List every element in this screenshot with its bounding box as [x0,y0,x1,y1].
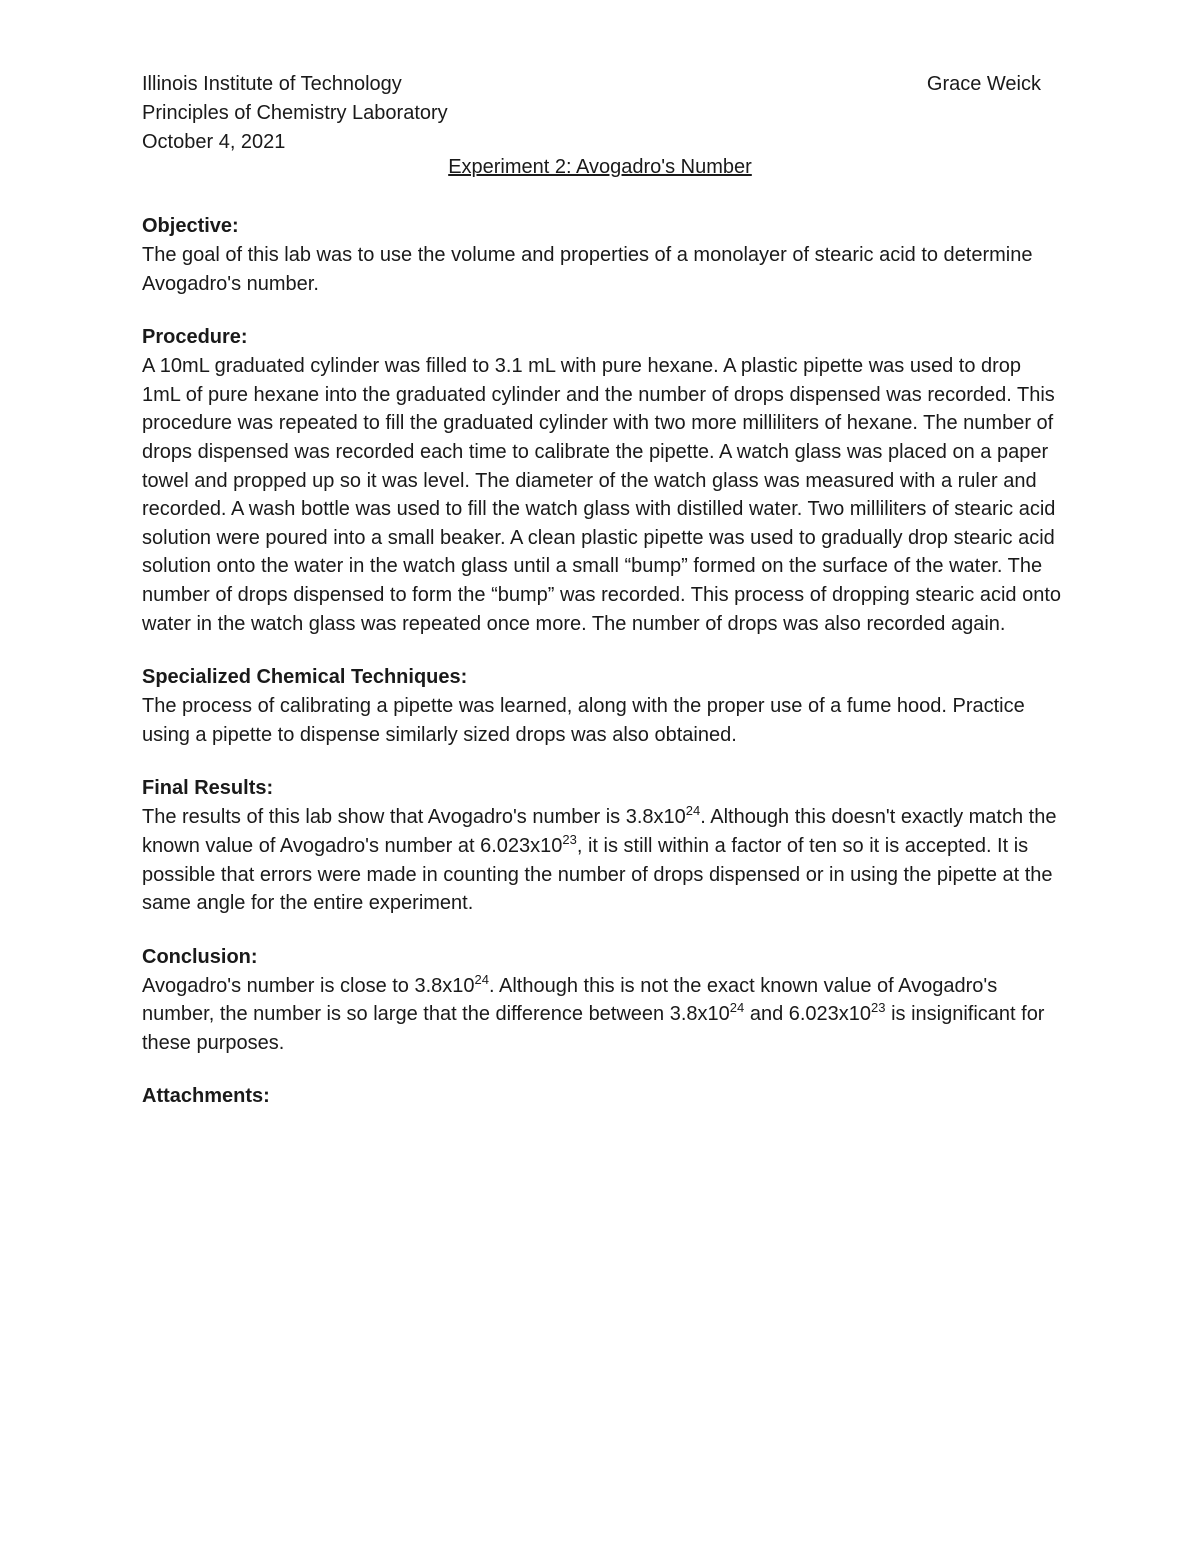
results-text-part: The results of this lab show that Avogadro's number is 3.8x10 [142,806,686,829]
objective-section [142,212,1058,298]
attachments-section [142,1082,1058,1111]
techniques-heading: Specialized Chemical Techniques: [142,666,468,689]
course-name: Principles of Chemistry Laboratory [142,102,448,124]
techniques-text: The process of calibrating a pipette was learned, along with the proper use of a fume hood. Practice using a pipette to dispense similarly sized drops was also obtained. [142,695,1025,746]
conclusion-exponent: 23 [871,1000,886,1016]
results-text-part: , it is still within a factor of ten so it is accepted. It is possible that errors were made in counting the number of drops dispensed or in using the pipette at the same angle for the entire experiment. [142,834,1053,915]
results-section [142,774,1058,917]
results-text [142,803,1062,917]
conclusion-text-part: is insignificant for these purposes. [142,1003,1045,1054]
results-exponent: 23 [562,831,577,847]
conclusion-text-part: . Although this is not the exact known value of Avogadro's number, the number is so large that the difference between 3.8x10 [142,974,998,1026]
objective-heading: Objective: [142,215,239,237]
results-exponent: 24 [685,803,701,819]
conclusion-section [142,943,1058,1058]
document-title [142,153,1058,182]
conclusion-text-part: Avogadro's number is close to 3.8x10 [142,974,475,997]
procedure-section [142,323,1061,638]
conclusion-text [142,972,1062,1058]
objective-text: The goal of this lab was to use the volume and properties of a monolayer of stearic acid to determine Avogadro's number. [142,244,1033,295]
conclusion-heading: Conclusion: [142,945,258,968]
institution-name: Illinois Institute of Technology [142,73,402,95]
results-text-part: . Although this doesn't exactly match the known value of Avogadro's number at 6.023x10 [142,806,1057,857]
report-date: October 4, 2021 [142,131,286,153]
author-name: Grace Weick [926,73,1041,95]
procedure-text: A 10mL graduated cylinder was filled to 3.1 mL with pure hexane. A plastic pipette was used to drop 1mL of pure hexane into the graduated cylinder and the number of drops dispensed was recorded. This procedure was repeated to fill the graduated cylinder with two more milliliters of hexane. The number of drops dispensed was recorded each time to calibrate the pipette. A watch glass was placed on a paper towel and propped up so it was level. The diameter of the watch glass was measured with a ruler and recorded. A wash bottle was used to fill the watch glass with distilled water. Two milliliters of stearic acid solution were poured into a small beaker. A clean plastic pipette was used to gradually drop stearic acid solution onto the water in the watch glass until a small “bump” formed on the surface of the water. The number of drops dispensed to form the “bump” was recorded. This process of dropping stearic acid onto water in the watch glass was repeated once more. The number of drops was also recorded again. [142,355,1061,635]
attachments-heading: Attachments: [142,1085,270,1108]
procedure-heading: Procedure: [142,326,248,349]
conclusion-exponent: 24 [729,1000,745,1016]
conclusion-exponent: 24 [474,971,489,987]
techniques-section [142,663,1058,749]
header-row [142,70,1041,99]
conclusion-text-part: and 6.023x10 [744,1003,872,1026]
document-title-text: Experiment 2: Avogadro's Number [448,156,752,178]
results-heading: Final Results: [142,777,274,800]
